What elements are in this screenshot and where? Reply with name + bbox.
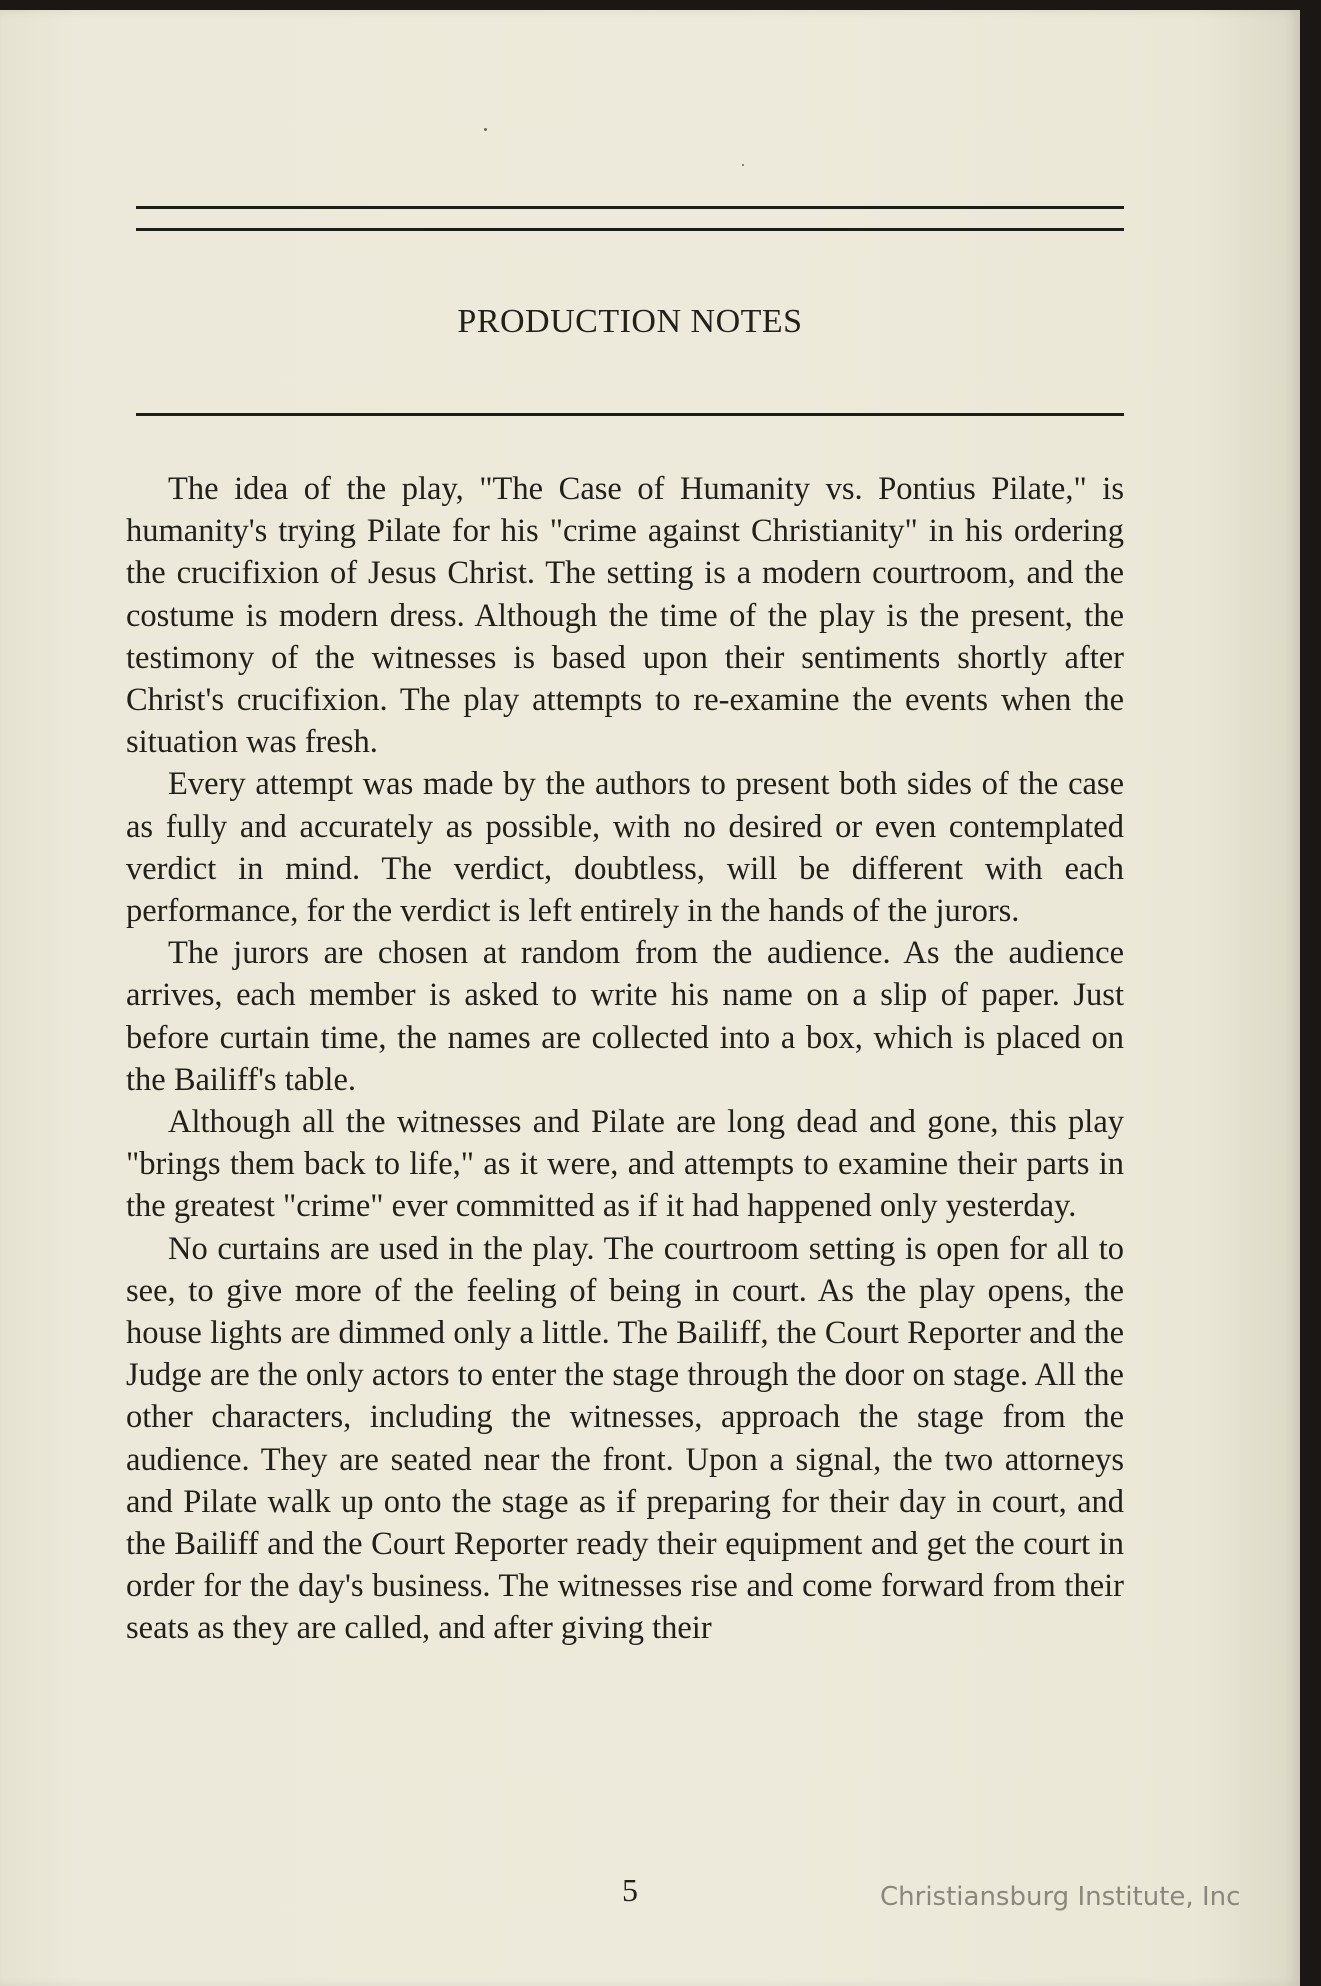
top-rule-lower	[136, 228, 1124, 231]
top-rule-upper	[136, 206, 1124, 209]
paper-speck	[484, 128, 487, 131]
page-title: PRODUCTION NOTES	[457, 303, 803, 340]
document-page	[0, 10, 1300, 1986]
paragraph-1: The idea of the play, "The Case of Humanity vs. Pontius Pilate," is humanity's trying Pilate for his "crime against Christianity" in his ordering the crucifixion of Jesus Christ. The setting is a modern courtroom, and the costume is modern dress. Although the time of the play is the present, the testimony of the witnesses is based upon their sentiments shortly after Christ's crucifixion. The play attempts to re-examine the events when the situation was fresh.	[126, 471, 1124, 761]
body-text	[126, 468, 1124, 1650]
page-number: 5	[622, 1872, 638, 1908]
paragraph-2: Every attempt was made by the authors to present both sides of the case as fully and accurately as possible, with no desired or even contemplated verdict in mind. The verdict, doubtless, will be different with each performance, for the verdict is left entirely in the hands of the jurors.	[126, 766, 1124, 930]
title-underline-rule	[136, 413, 1124, 416]
watermark-text: Christiansburg Institute, Inc	[880, 1882, 1241, 1912]
paragraph-4: Although all the witnesses and Pilate are long dead and gone, this play "brings them back to life," as it were, and attempts to examine their parts in the greatest "crime" ever committed as if it had happened only yesterday.	[126, 1104, 1124, 1225]
paragraph-5: No curtains are used in the play. The courtroom setting is open for all to see, to give more of the feeling of being in court. As the play opens, the house lights are dimmed only a little. The Bailiff, the Court Reporter and the Judge are the only actors to enter the stage through the door on stage. All the other characters, including the witnesses, approach the stage from the audience. They are seated near the front. Upon a signal, the two attorneys and Pilate walk up onto the stage as if preparing for their day in court, and the Bailiff and the Court Reporter ready their equipment and get the court in order for the day's business. The witnesses rise and come forward from their seats as they are called, and after giving their	[126, 1230, 1124, 1647]
paragraph-3: The jurors are chosen at random from the audience. As the audience arrives, each member is asked to write his name on a slip of paper. Just before curtain time, the names are collected into a box, which is placed on the Bailiff's table.	[126, 935, 1124, 1098]
paper-speck	[742, 164, 744, 166]
